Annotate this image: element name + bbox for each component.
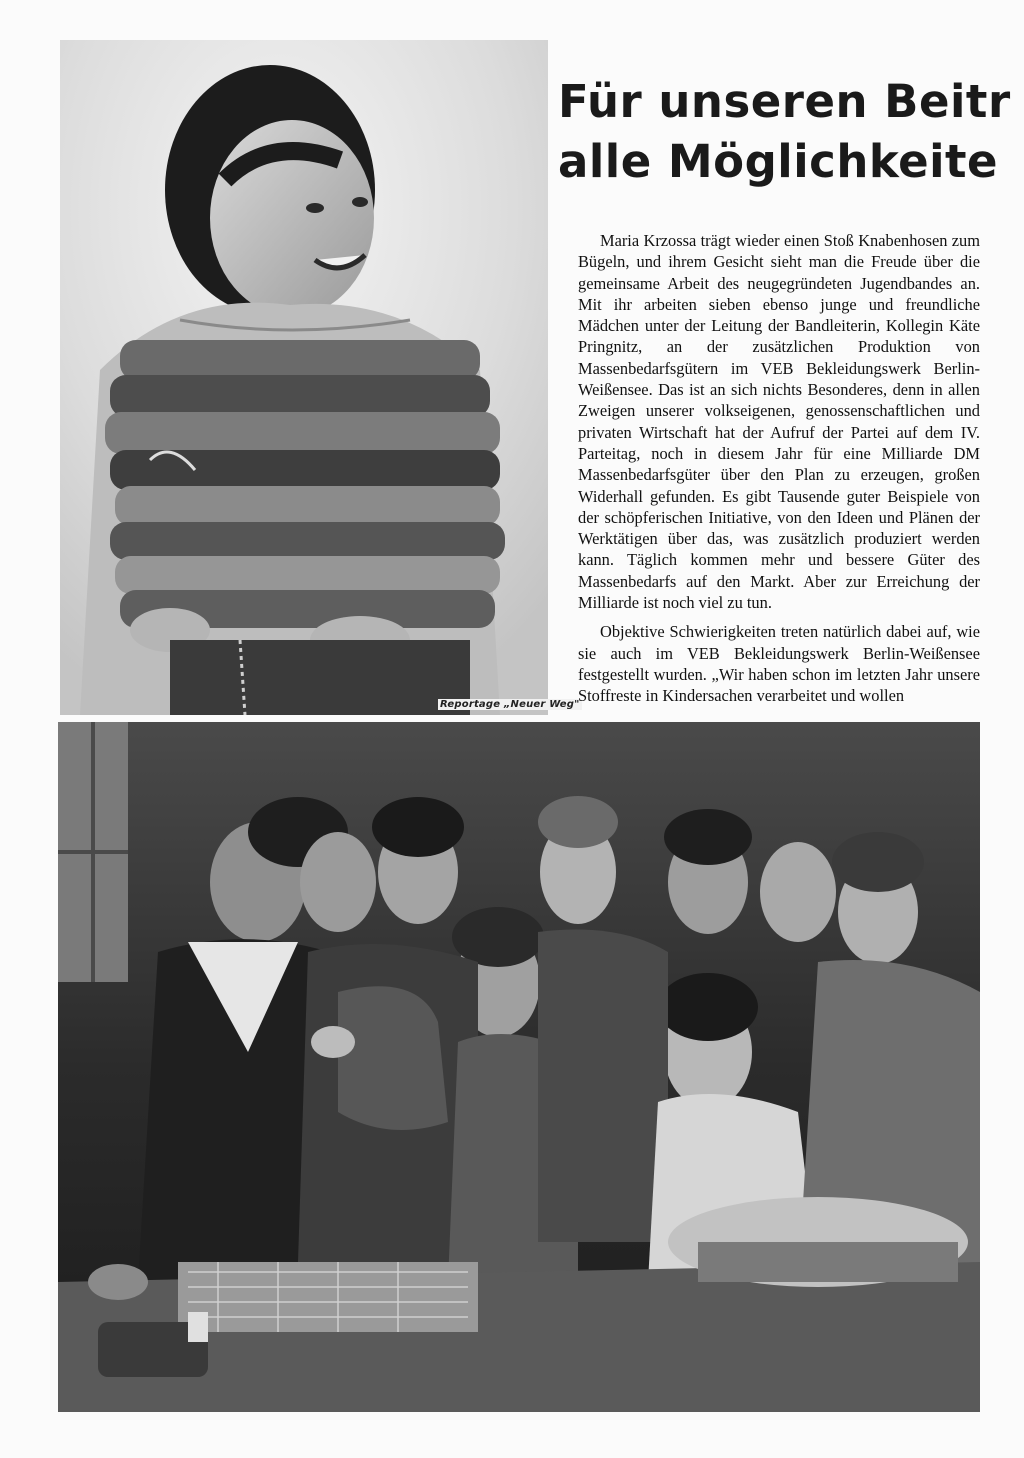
group-photo-illustration <box>58 722 980 1412</box>
article-paragraph-1: Maria Krzossa trägt wieder einen Stoß Knabenhosen zum Bügeln, und ihrem Gesicht sieht man die Freude über die gemeinsame Arbeit des neugegründeten Jugendbandes an. Mit ihr arbeiten sieben ebenso junge und freundliche Mädchen unter der Leitung der Bandleiterin, Kollegin Käte Pringnitz, an der zusätzlichen Produktion von Massenbedarfsgütern im VEB Bekleidungswerk Berlin-Weißensee. Das ist an sich nichts Besonderes, denn in allen Zweigen unserer volkseigenen, genossenschaftlichen und privaten Wirtschaft hat der Aufruf der Partei auf dem IV. Parteitag, noch in diesem Jahr für eine Milliarde DM Massenbedarfsgüter über den Plan zu erzeugen, großen Widerhall gefunden. Es gibt Tausende guter Beispiele von der schöpferischen Initiative, von den Ideen und Plänen der Werktätigen über das, was zusätzlich produziert werden kann. Täglich kommen mehr und bessere Güter des Massenbedarfs auf den Markt. Aber zur Erreichung der Milliarde ist noch viel zu tun. <box>578 231 980 613</box>
headline-line-2: alle Möglichkeite <box>558 135 999 188</box>
portrait-photo-illustration <box>60 40 548 715</box>
portrait-photo <box>60 40 548 715</box>
photo-credit: Reportage „Neuer Weg" <box>440 699 580 710</box>
stacked-trousers <box>105 340 505 628</box>
article-paragraph-2: Objektive Schwierigkeiten treten natürlich dabei auf, wie sie auch im VEB Bekleidungswerk Berlin-Weißensee festgestellt wurden. „Wir haben schon im letzten Jahr unsere Stoffreste in Kindersachen verarbeitet und wollen <box>578 622 980 706</box>
headline-line-1: Für unseren Beitr <box>558 75 1011 128</box>
group-photo <box>58 722 980 1412</box>
article-body <box>578 230 980 715</box>
headline <box>558 72 1024 192</box>
